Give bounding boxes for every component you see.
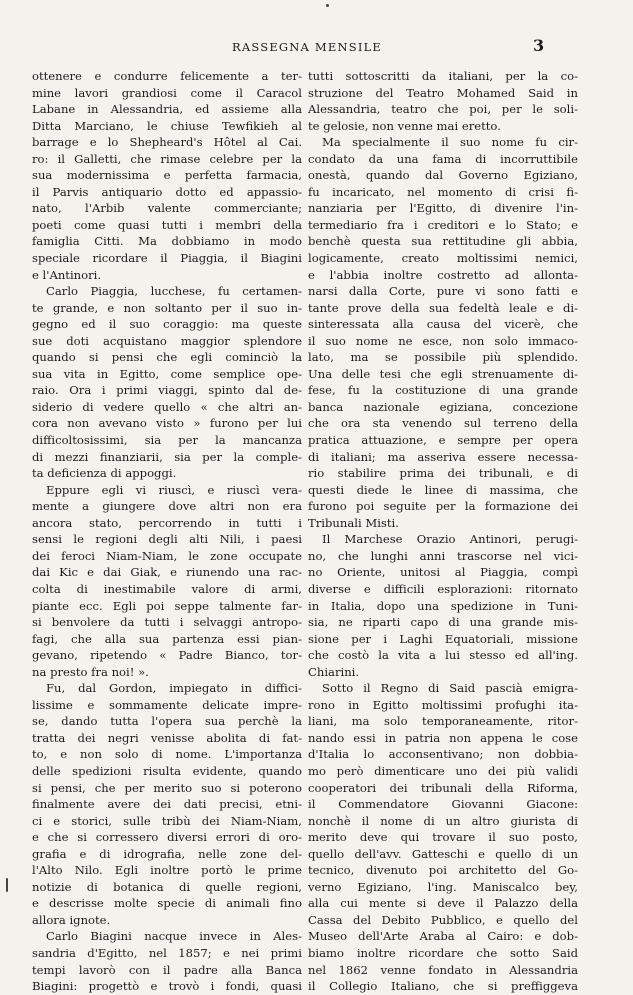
text-line: fu incaricato, nel momento di crisi fi- bbox=[308, 184, 578, 199]
paragraph bbox=[32, 680, 302, 928]
text-line: Carlo Piaggia, lucchese, fu certamen- bbox=[46, 284, 302, 299]
paragraph bbox=[32, 928, 302, 994]
text-line: rono in Egitto moltissimi profughi ita- bbox=[308, 697, 578, 712]
text-line: si benvolere da tutti i selvaggi antropo- bbox=[32, 615, 302, 630]
text-line: onestà, quando dal Governo Egiziano, bbox=[308, 168, 578, 183]
text-line: siderio di vedere quello « che altri an- bbox=[32, 399, 302, 414]
text-line: logicamente, creato moltissimi nemici, bbox=[308, 251, 578, 266]
text-line: speciale ricordare il Piaggia, il Biagini bbox=[32, 251, 302, 266]
text-line: di mezzi finanziarii, sia per la comple- bbox=[32, 449, 302, 464]
right-column bbox=[308, 68, 578, 995]
text-line: Carlo Biagini nacque invece in Ales- bbox=[46, 929, 302, 944]
text-line: raio. Ora i primi viaggi, spinto dal de- bbox=[32, 383, 302, 398]
text-line: dei feroci Niam-Niam, le zone occupate bbox=[32, 548, 302, 563]
paragraph bbox=[308, 134, 578, 531]
text-line: Biagini: progettò e trovò i fondi, quasi bbox=[32, 979, 302, 994]
ink-speck bbox=[326, 4, 329, 7]
text-line: ta deficienza di appoggi. bbox=[32, 466, 177, 481]
paragraph bbox=[32, 482, 302, 681]
text-line: sue doti acquistano maggior splendore bbox=[32, 333, 302, 348]
text-line: tratta dei negri venisse abolita di fat- bbox=[32, 730, 302, 745]
text-line: cora non avevano visto » furono per lui bbox=[32, 416, 302, 431]
paragraph bbox=[32, 283, 302, 482]
text-line: liani, ma solo temporaneamente, ritor- bbox=[308, 714, 578, 729]
text-line: Una delle tesi che egli strenuamente di- bbox=[308, 366, 578, 381]
text-line: condato da una fama di incorruttibile bbox=[308, 151, 578, 166]
text-line: te gelosie, non venne mai eretto. bbox=[308, 118, 501, 133]
text-line: sandria d'Egitto, nel 1857; e nei primi bbox=[32, 945, 302, 960]
text-line: Ma specialmente il suo nome fu cir- bbox=[322, 135, 578, 150]
text-line: nando essi in patria non appena le cose bbox=[308, 730, 578, 745]
text-line: l'Alto Nilo. Egli inoltre portò le prime bbox=[32, 863, 302, 878]
text-line: gegno ed il suo coraggio: ma queste bbox=[32, 317, 302, 332]
text-line: nanziaria per l'Egitto, di divenire l'in- bbox=[308, 201, 578, 216]
text-line: mente a giungere dove altri non era bbox=[32, 499, 302, 514]
text-line: cooperatori dei tribunali della Riforma, bbox=[308, 780, 578, 795]
text-line: mo però dimenticare uno dei più validi bbox=[308, 763, 578, 778]
text-line: Il Marchese Orazio Antinori, perugi- bbox=[322, 532, 578, 547]
text-line: diverse e difficili esplorazioni: ritornato bbox=[308, 581, 578, 596]
text-line: ci e storici, sulle tribù dei Niam-Niam, bbox=[32, 813, 302, 828]
text-line: in Italia, dopo una spedizione in Tuni- bbox=[308, 598, 578, 613]
text-line: verno Egiziano, l'ing. Maniscalco bey, bbox=[308, 879, 578, 894]
text-line: e che si corressero diversi errori di oro- bbox=[32, 830, 302, 845]
text-line: Cassa del Debito Pubblico, e quello del bbox=[308, 912, 578, 927]
text-line: nato, l'Arbib valente commerciante; bbox=[32, 201, 302, 216]
paragraph bbox=[308, 531, 578, 680]
text-line: biamo inoltre ricordare che sotto Said bbox=[308, 945, 578, 960]
text-line: quando si pensi che egli cominciò la bbox=[32, 350, 302, 365]
text-line: no, che lunghi anni trascorse nel vici- bbox=[308, 548, 578, 563]
text-line: Eppure egli vi riuscì, e riuscì vera- bbox=[46, 482, 302, 497]
text-line: Labane in Alessandria, ed assieme alla bbox=[32, 102, 302, 117]
text-line: fagi, che alla sua partenza essi pian- bbox=[32, 631, 302, 646]
text-line: sua vita in Egitto, come semplice ope- bbox=[32, 366, 302, 381]
text-line: nonchè il nome di un altro giurista di bbox=[308, 813, 578, 828]
text-line: tante prove della sua fedeltà leale e di- bbox=[308, 300, 578, 315]
text-line: famiglia Citti. Ma dobbiamo in modo bbox=[32, 234, 302, 249]
text-line: narsi dalla Corte, pure vi sono fatti e bbox=[308, 284, 578, 299]
text-line: ottenere e condurre felicemente a ter- bbox=[32, 69, 302, 83]
text-line: ancora stato, percorrendo in tutti i bbox=[32, 515, 302, 530]
text-line: banca nazionale egiziana, concezione bbox=[308, 399, 578, 414]
text-line: to, e non solo di nome. L'importanza bbox=[32, 747, 302, 762]
left-column bbox=[32, 68, 302, 995]
text-line: delle spedizioni risulta evidente, quando bbox=[32, 763, 302, 778]
text-line: Fu, dal Gordon, impiegato in diffici- bbox=[46, 681, 302, 696]
text-line: sia, ne riparti capo di una grande mis- bbox=[308, 615, 578, 630]
text-line: nel 1862 venne fondato in Alessandria bbox=[308, 962, 578, 977]
paragraph bbox=[308, 680, 578, 994]
text-line: tecnico, divenuto poi architetto del Go- bbox=[308, 863, 578, 878]
text-line: sensi le regioni degli alti Nili, i paesi bbox=[32, 532, 302, 547]
text-line: ro: il Galletti, che rimase celebre per la bbox=[32, 151, 302, 166]
text-line: e descrisse molte specie di animali fino bbox=[32, 896, 302, 911]
text-line: tempi lavorò con il padre alla Banca bbox=[32, 962, 302, 977]
text-line: il Commendatore Giovanni Giacone: bbox=[308, 797, 578, 812]
text-line: lissime e sommamente delicate impre- bbox=[32, 697, 302, 712]
text-line: dai Kic e dai Giak, e riunendo una rac- bbox=[32, 565, 302, 580]
text-line: il Collegio Italiano, che si preffiggeva bbox=[308, 979, 578, 994]
text-line: che costò la vita a lui stesso ed all'ing. bbox=[308, 648, 578, 663]
text-line: poeti come quasi tutti i membri della bbox=[32, 217, 302, 232]
text-line: struzione del Teatro Mohamed Said in bbox=[308, 85, 578, 100]
text-line: finalmente avere dei dati precisi, etni- bbox=[32, 797, 302, 812]
paragraph bbox=[308, 68, 578, 134]
text-line: piante ecc. Egli poi seppe talmente far- bbox=[32, 598, 302, 613]
text-line: lato, ma se possibile più splendido. bbox=[308, 350, 578, 365]
text-line: quello dell'avv. Gatteschi e quello di un bbox=[308, 846, 578, 861]
text-line: e l'Antinori. bbox=[32, 267, 102, 282]
text-line: merito deve qui trovare il suo posto, bbox=[308, 830, 578, 845]
text-line: allora ignote. bbox=[32, 912, 111, 927]
text-line: il suo nome ne esce, non solo immaco- bbox=[308, 333, 578, 348]
text-line: di italiani; ma asseriva essere necessa- bbox=[308, 449, 578, 464]
text-line: colta di inestimabile valore di armi, bbox=[32, 581, 302, 596]
text-line: d'Italia lo acconsentivano; non dobbia- bbox=[308, 747, 578, 762]
text-line: termediario fra i creditori e lo Stato; e bbox=[308, 217, 578, 232]
text-line: grafia e di idrografia, nelle zone del- bbox=[32, 846, 302, 861]
text-line: mine lavori grandiosi come il Caracol bbox=[32, 85, 302, 100]
text-line: alla cui mente si deve il Palazzo della bbox=[308, 896, 578, 911]
text-line: Tribunali Misti. bbox=[308, 515, 399, 530]
paragraph bbox=[32, 68, 302, 283]
text-line: sinteressata alla causa del vicerè, che bbox=[308, 317, 578, 332]
text-line: se, dando tutta l'opera sua perchè la bbox=[32, 714, 302, 729]
text-line: furono poi seguite per la formazione dei bbox=[308, 499, 578, 514]
text-line: pratica attuazione, e sempre per opera bbox=[308, 433, 578, 448]
text-line: Museo dell'Arte Araba al Cairo: e dob- bbox=[308, 929, 578, 944]
text-line: gevano, ripetendo « Padre Bianco, tor- bbox=[32, 648, 302, 663]
text-line: sua modernissima e perfetta farmacia, bbox=[32, 168, 302, 183]
page-number: 3 bbox=[533, 36, 545, 55]
text-line: te grande, e non soltanto per il suo in- bbox=[32, 300, 302, 315]
text-line: na presto fra noi! ». bbox=[32, 664, 149, 679]
text-line: che ora sta venendo sul terreno della bbox=[308, 416, 578, 431]
text-line: Ditta Marciano, le chiuse Tewfikieh al bbox=[32, 118, 302, 133]
running-title: RASSEGNA MENSILE bbox=[232, 40, 383, 54]
text-line: benchè questa sua rettitudine gli abbia, bbox=[308, 234, 578, 249]
text-line: barrage e lo Shepheard's Hôtel al Cai. bbox=[32, 135, 302, 150]
text-line: Sotto il Regno di Said pascià emigra- bbox=[322, 681, 578, 696]
text-line: no Oriente, unitosi al Piaggia, compì bbox=[308, 565, 578, 580]
text-line: Alessandria, teatro che poi, per le soli- bbox=[308, 102, 578, 117]
text-line: difficoltosissimi, sia per la mancanza bbox=[32, 433, 302, 448]
text-line: tutti sottoscritti da italiani, per la co- bbox=[308, 69, 578, 83]
text-line: questi diede le linee di massima, che bbox=[308, 482, 578, 497]
text-line: Chiarini. bbox=[308, 664, 360, 679]
text-line: il Parvis antiquario dotto ed appassio- bbox=[32, 184, 302, 199]
text-line: fese, fu la costituzione di una grande bbox=[308, 383, 578, 398]
text-line: si pensi, che per merito suo si poterono bbox=[32, 780, 302, 795]
text-line: rio stabilire prima dei tribunali, e di bbox=[308, 466, 578, 481]
ink-speck bbox=[6, 878, 8, 892]
text-line: e l'abbia inoltre costretto ad allonta- bbox=[308, 267, 578, 282]
text-line: sione per i Laghi Equatoriali, missione bbox=[308, 631, 578, 646]
text-line: notizie di botanica di quelle regioni, bbox=[32, 879, 302, 894]
